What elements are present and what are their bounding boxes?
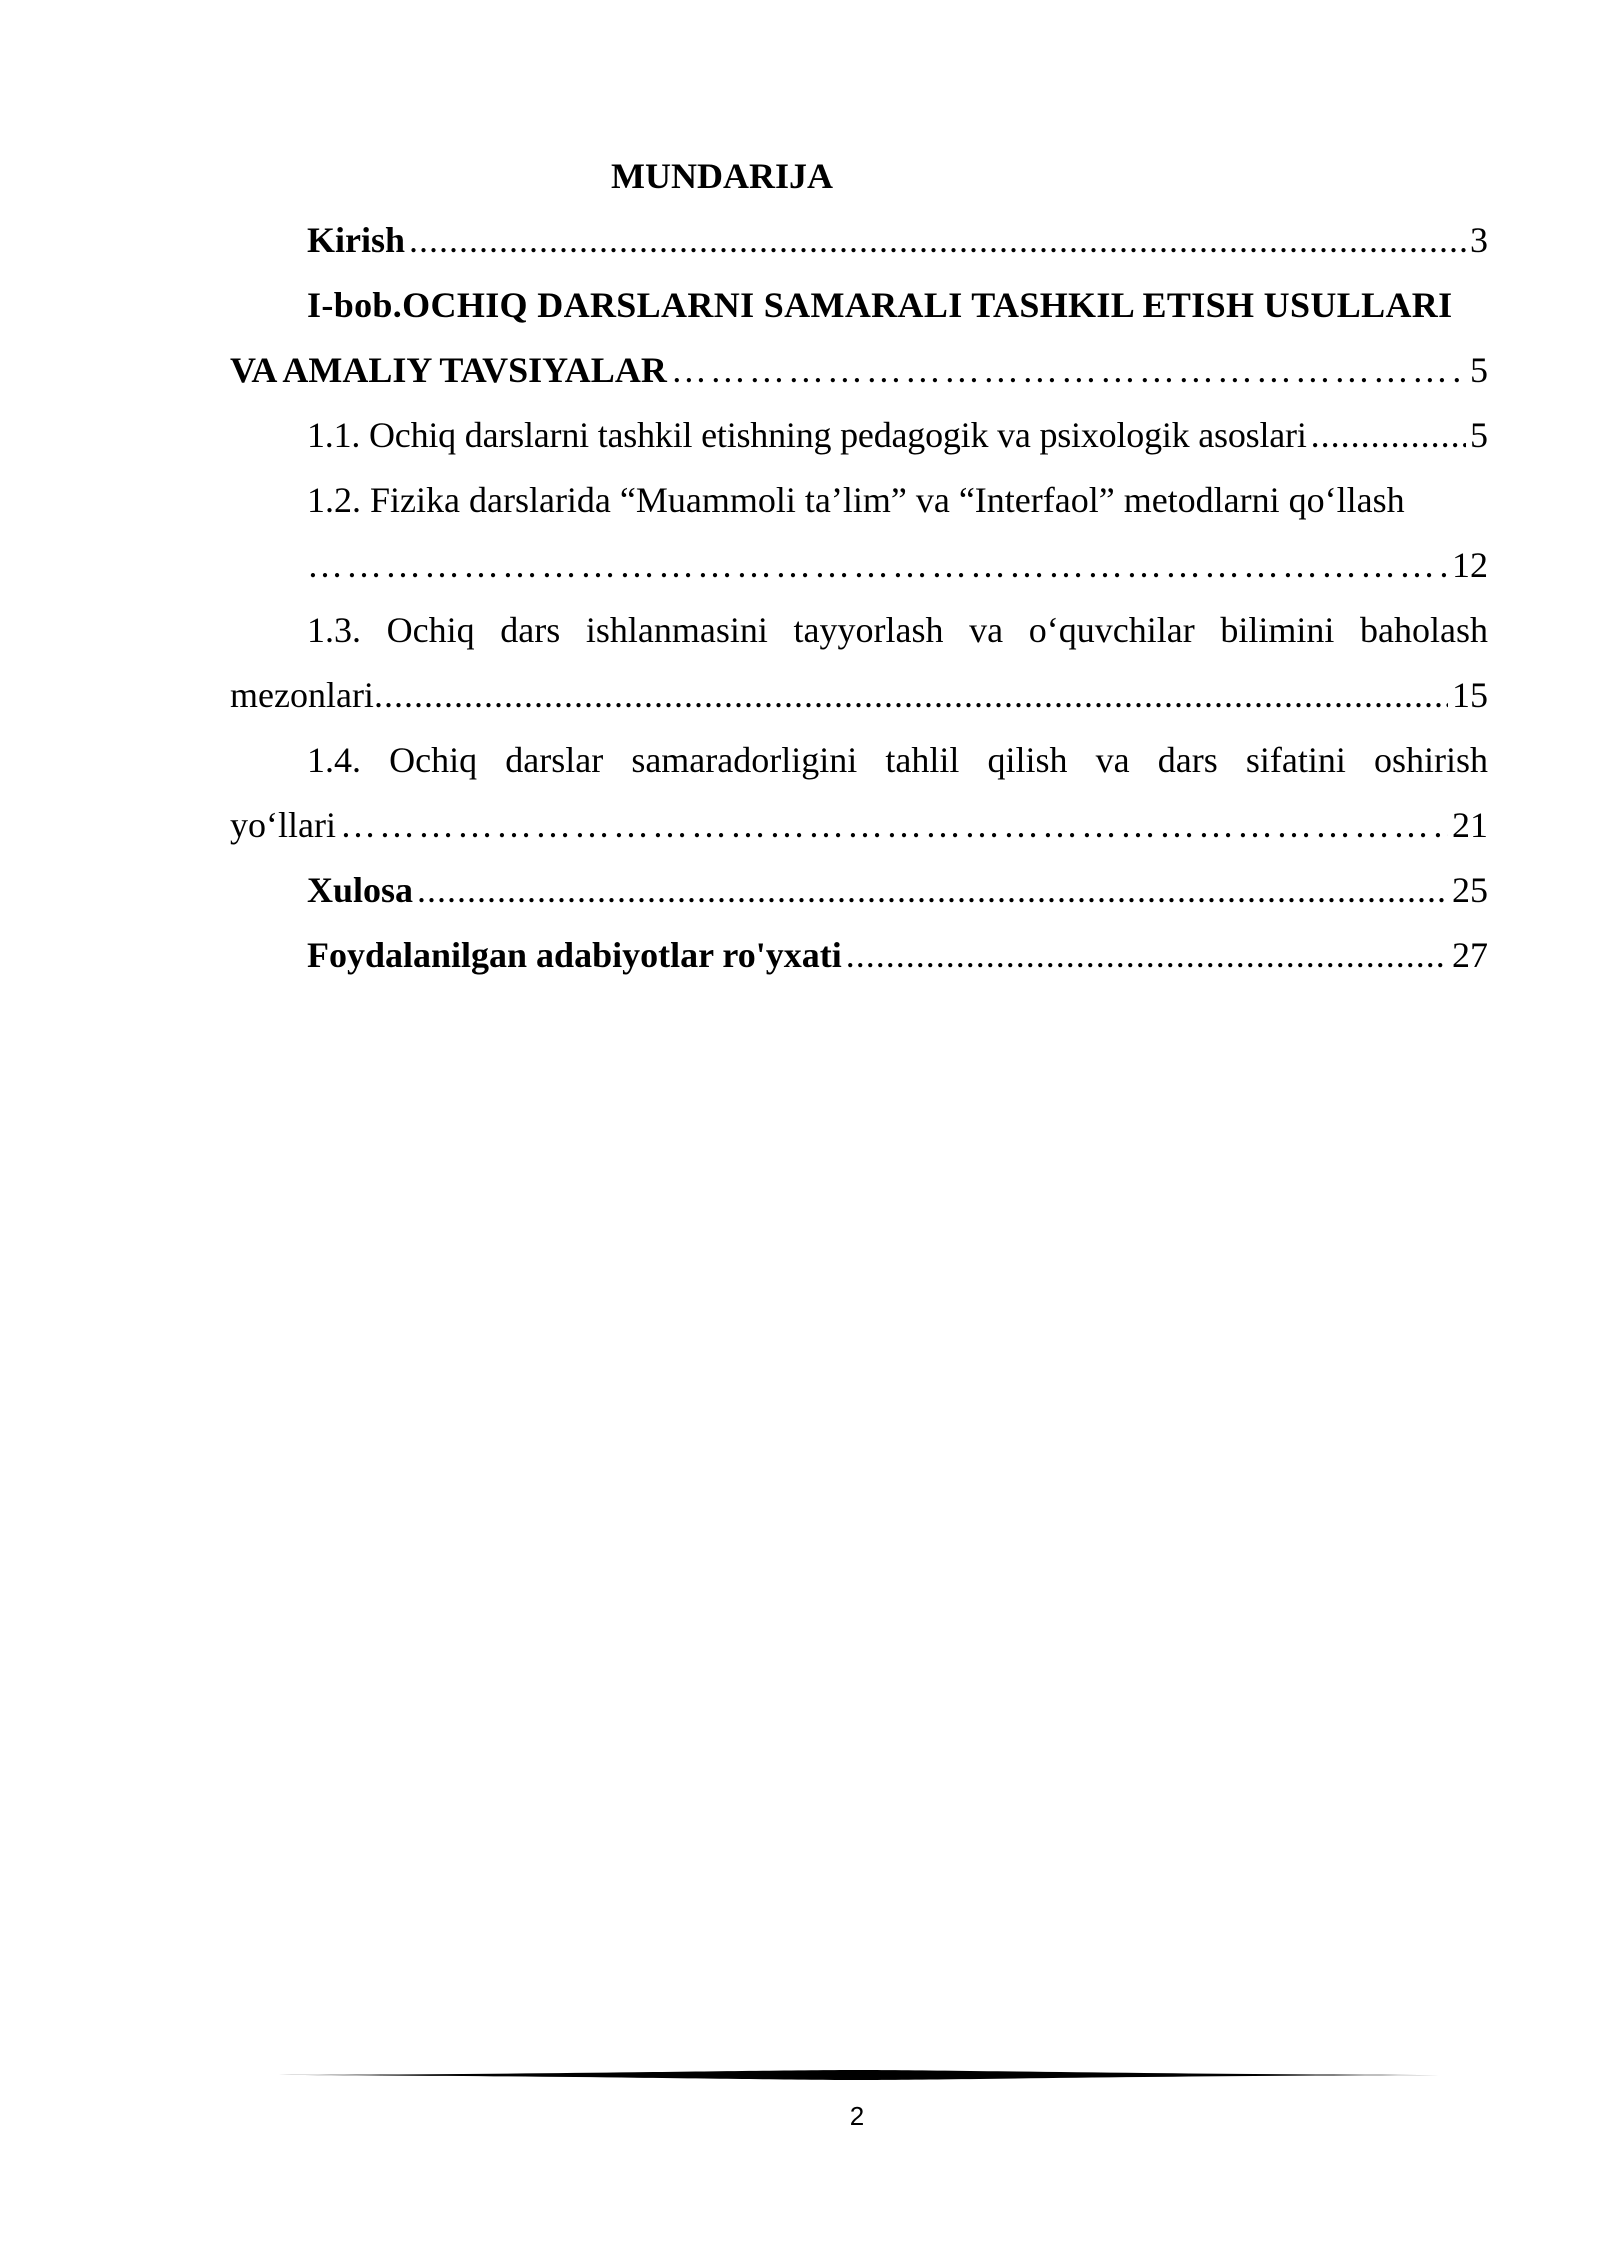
footer-divider: [278, 2070, 1440, 2080]
toc-entry-page: 12: [1452, 545, 1488, 585]
toc-entry-label: 1.4. Ochiq darslar samaradorligini tahlil qilish va dars sifatini oshirish: [307, 740, 1488, 780]
toc-entry-section-1-4-line2[interactable]: [230, 793, 1488, 858]
toc-entry-page: 21: [1452, 805, 1488, 845]
toc-entry-page: 5: [1470, 350, 1488, 390]
toc-entry-page: 25: [1452, 870, 1488, 910]
toc-entry-page: 3: [1470, 220, 1488, 260]
toc-entry-chapter-1-line2[interactable]: [230, 338, 1488, 403]
toc-entry-label: Foydalanilgan adabiyotlar ro'yxati: [307, 935, 842, 975]
dot-leader: [409, 208, 1466, 273]
toc-entry-page: 27: [1452, 935, 1488, 975]
toc-entry-chapter-1-line1[interactable]: [230, 273, 1488, 338]
toc-entry-conclusion[interactable]: [230, 858, 1488, 923]
toc-entry-section-1-4-line1[interactable]: [230, 728, 1488, 793]
dot-leader: [340, 793, 1448, 858]
page-number: 2: [849, 2101, 865, 2131]
dot-leader: [417, 858, 1448, 923]
table-of-contents: [230, 208, 1488, 988]
toc-entry-section-1-2-line2[interactable]: [230, 533, 1488, 598]
toc-entry-label: 1.2. Fizika darslarida “Muammoli ta’lim” va “Interfaol” metodlarni qo‘llash: [307, 480, 1405, 520]
toc-entry-label: yo‘llari: [230, 805, 336, 845]
dot-leader: [846, 923, 1448, 988]
toc-entry-section-1-3-line1[interactable]: [230, 598, 1488, 663]
toc-entry-introduction[interactable]: [230, 208, 1488, 273]
toc-entry-label: Xulosa: [307, 870, 414, 910]
dot-leader: [671, 338, 1466, 403]
toc-entry-page: 15: [1452, 675, 1488, 715]
dot-leader: [374, 663, 1448, 728]
toc-entry-label: Kirish: [307, 220, 406, 260]
dot-leader: [1311, 403, 1466, 468]
toc-entry-section-1-2-line1[interactable]: [230, 468, 1488, 533]
toc-entry-page: 5: [1470, 415, 1488, 455]
toc-title: MUNDARIJA: [611, 156, 833, 196]
toc-entry-references[interactable]: [230, 923, 1488, 988]
toc-entry-label: 1.3. Ochiq dars ishlanmasini tayyorlash va o‘quvchilar bilimini baholash: [307, 610, 1488, 650]
toc-entry-section-1-3-line2[interactable]: [230, 663, 1488, 728]
toc-entry-label: mezonlari: [230, 675, 374, 715]
toc-entry-label: VA AMALIY TAVSIYALAR: [230, 350, 667, 390]
toc-entry-label: I-bob.OCHIQ DARSLARNI SAMARALI TASHKIL ETISH USULLARI: [307, 285, 1453, 325]
toc-entry-section-1-1[interactable]: [230, 403, 1488, 468]
toc-entry-label: 1.1. Ochiq darslarni tashkil etishning pedagogik va psixologik asoslari: [307, 415, 1307, 455]
dot-leader: [307, 533, 1448, 598]
